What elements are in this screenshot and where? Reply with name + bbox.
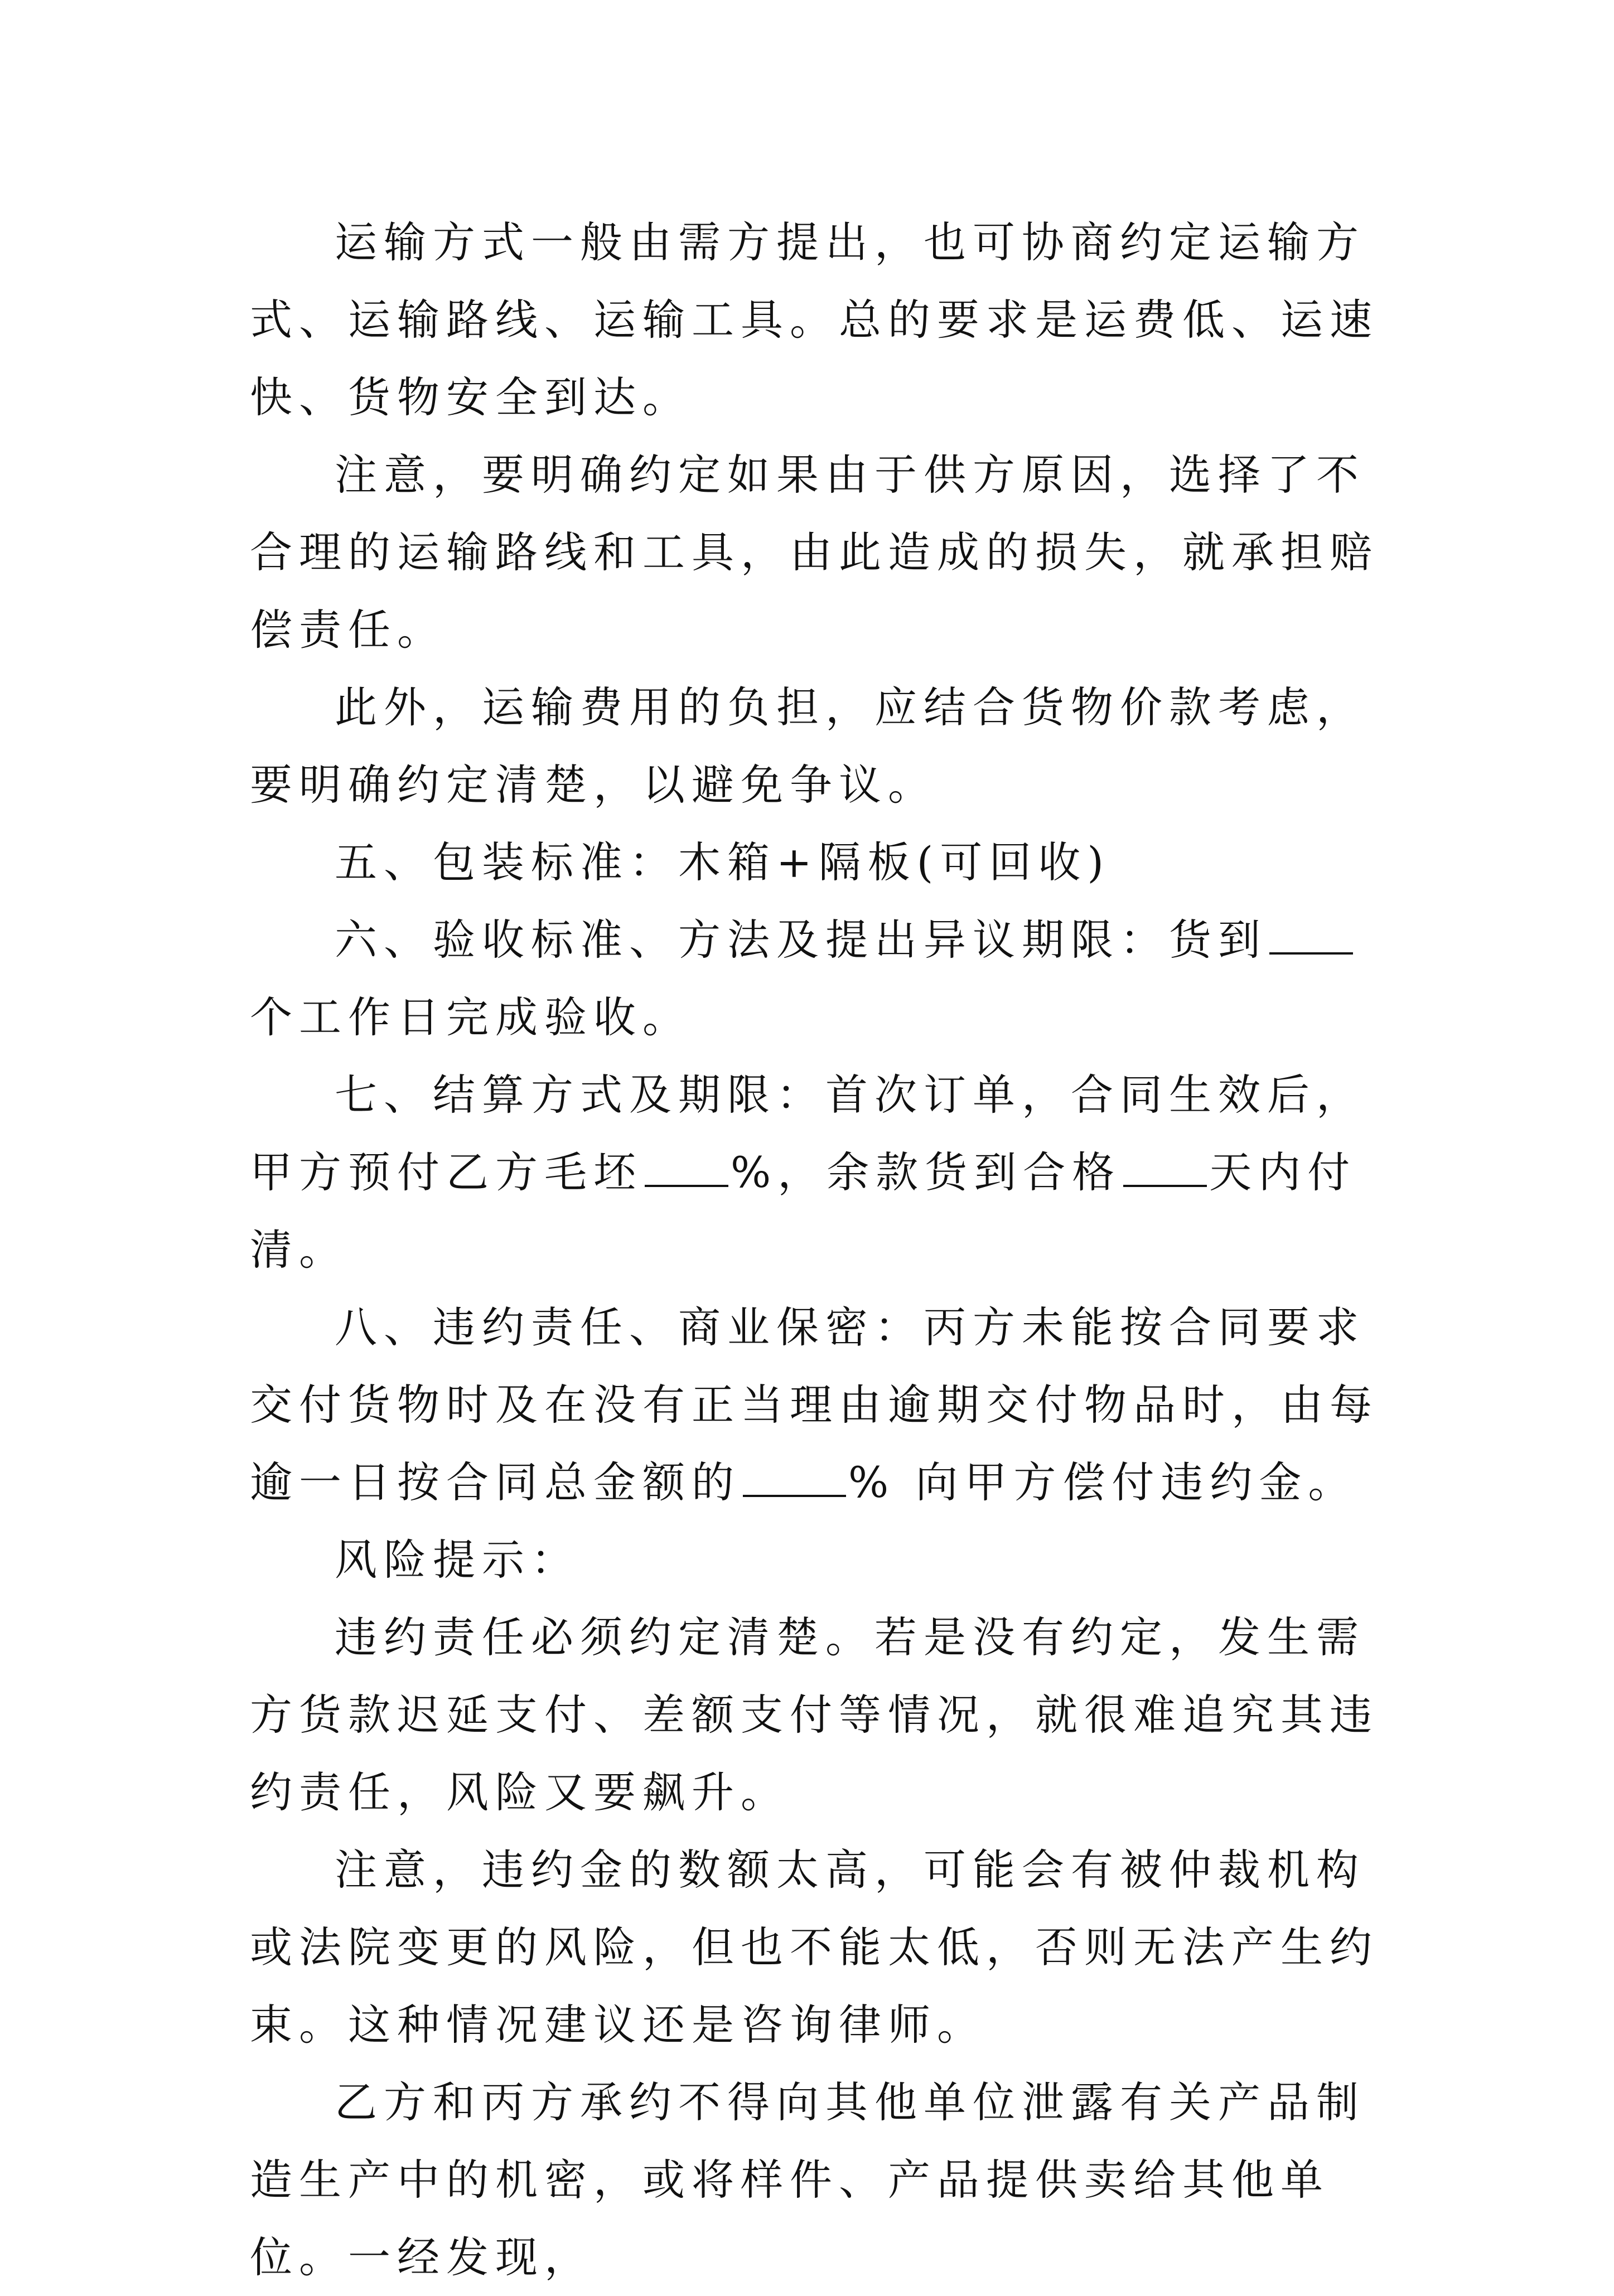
- paragraph-transport-fee: 此外，运输费用的负担，应结合货物价款考虑，要明确约定清楚，以避免争议。: [250, 682, 1365, 810]
- paragraph-packaging-standard: 五、包装标准：木箱+隔板(可回收): [335, 837, 1110, 887]
- acceptance-text-start: 六、验收标准、方法及提出异议期限：货到: [335, 915, 1267, 965]
- penalty-percent-blank: [743, 1460, 846, 1497]
- settlement-text-middle: %，余款货到合格: [731, 1147, 1122, 1197]
- paragraph-penalty-note: 注意，违约金的数额太高，可能会有被仲裁机构或法院变更的风险，但也不能太低，否则无法产生约束。这种情况建议还是咨询律师。: [250, 1845, 1379, 2050]
- liability-text-start: 八、违约责任、商业保密：丙方未能按合同要求交付货物时及在没有正当理由逾期交付物品时，由每逾一日按合同总金额的: [250, 1302, 1379, 1507]
- settlement-text-start: 七、结算方式及期限：首次订单，合同生效后，甲方预付乙方毛坯: [250, 1070, 1365, 1197]
- paragraph-settlement-method: [250, 1056, 1382, 1289]
- paragraph-transport-method: 运输方式一般由需方提出，也可协商约定运输方式、运输路线、运输工具。总的要求是运费低、运速快、货物安全到达。: [250, 217, 1379, 422]
- paragraph-confidentiality-commitment: 乙方和丙方承约不得向其他单位泄露有关产品制造生产中的机密，或将样件、产品提供卖给其他单位。一经发现，: [250, 2077, 1365, 2282]
- settlement-text-end: 天内付清。: [250, 1147, 1357, 1275]
- paragraph-liability-risk: 违约责任必须约定清楚。若是没有约定，发生需方货款迟延支付、差额支付等情况，就很难追究其违约责任，风险又要飙升。: [250, 1612, 1379, 1817]
- liability-text-end: % 向甲方偿付违约金。: [848, 1457, 1357, 1507]
- paragraph-liability-confidentiality: [250, 1289, 1382, 1521]
- payment-days-blank: [1123, 1150, 1207, 1187]
- acceptance-days-blank: [1269, 918, 1353, 955]
- paragraph-risk-heading: 风险提示：: [335, 1535, 580, 1585]
- paragraph-transport-note: 注意，要明确约定如果由于供方原因，选择了不合理的运输路线和工具，由此造成的损失，就承担赔偿责任。: [250, 450, 1379, 655]
- document-body: [250, 204, 1382, 2296]
- prepayment-percent-blank: [645, 1150, 728, 1187]
- acceptance-text-end: 个工作日完成验收。: [250, 992, 692, 1042]
- paragraph-acceptance-standard: [250, 901, 1382, 1056]
